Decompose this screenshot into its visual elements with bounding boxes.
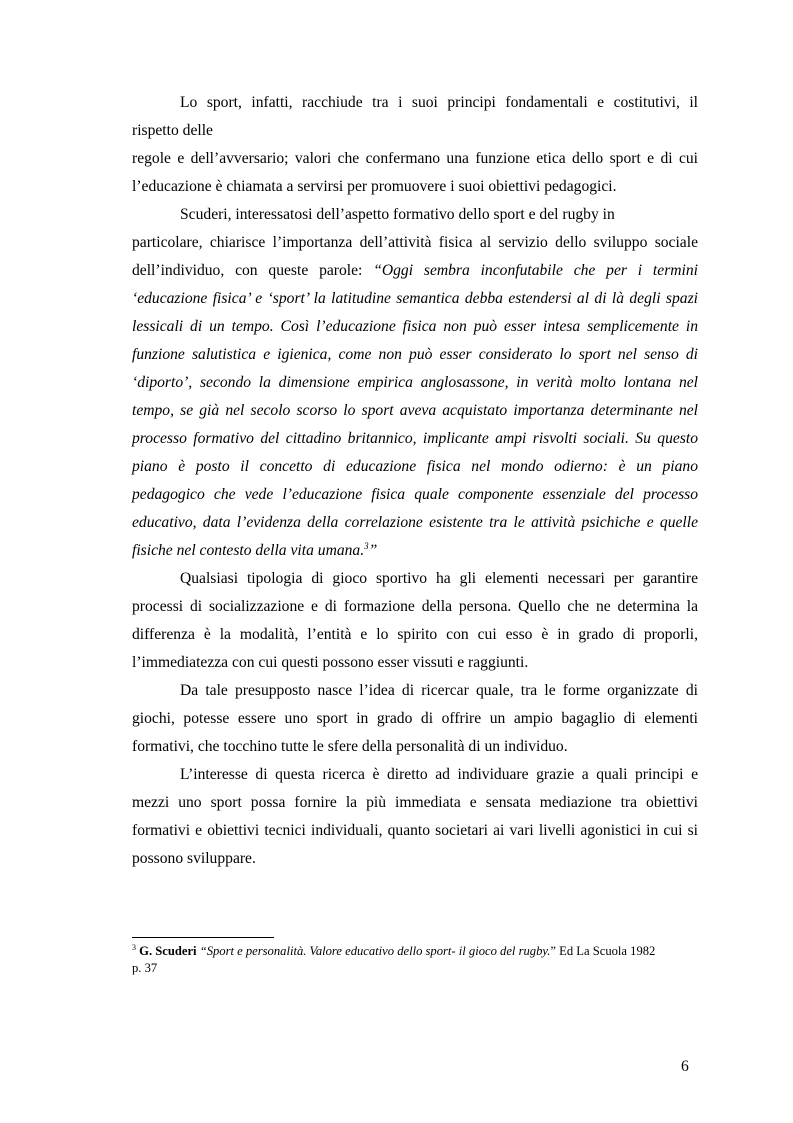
quote-line-7: piano è posto il concetto di educazione fisica nel mondo odierno: è un piano: [132, 458, 698, 475]
paragraph-2-lead-in: dell’individuo, con queste parole:: [132, 262, 374, 279]
paragraph-4-line-1: Da tale presupposto nasce l’idea di ricercar quale, tra le forme organizzate di: [180, 682, 698, 699]
footnote-author: G. Scuderi: [139, 944, 197, 958]
closing-quote: ”: [368, 542, 378, 559]
quote-line-9: educativo, data l’evidenza della correlazione esistente tra le attività psichiche e quelle: [132, 514, 698, 531]
quote-line-6: processo formativo del cittadino britannico, implicante ampi risvolti sociali. Su questo: [132, 430, 698, 447]
quote-line-10: [132, 540, 698, 568]
paragraph-3-line-4: l’immediatezza con cui questi possono esser vissuti e raggiunti.: [132, 654, 529, 671]
paragraph-1-line-4: l’educazione è chiamata a servirsi per promuovere i suoi obiettivi pedagogici.: [132, 178, 617, 195]
quote-line-5: tempo, se già nel secolo scorso lo sport aveva acquistato importanza determinante nel: [132, 402, 698, 419]
paragraph-1-line-3: regole e dell’avversario; valori che confermano una funzione etica dello sport e di cui: [132, 150, 698, 167]
paragraph-4-line-3: formativi, che tocchino tutte le sfere della personalità di un individuo.: [132, 738, 568, 755]
paragraph-5-line-1: L’interesse di questa ricerca è diretto ad individuare grazie a quali principi e: [180, 766, 698, 783]
quote-start: “Oggi sembra inconfutabile che per i termini: [373, 262, 698, 279]
paragraph-5-line-3: formativi e obiettivi tecnici individuali, quanto societari ai vari livelli agonistici in cui si: [132, 822, 698, 839]
paragraph-2-line-3: [132, 260, 698, 288]
quote-line-4: ‘diporto’, secondo la dimensione empirica anglosassone, in verità molto lontana nel: [132, 374, 698, 391]
paragraph-5-line-2: mezzi uno sport possa fornire la più immediata e sensata mediazione tra obiettivi: [132, 794, 698, 811]
paragraph-3-line-1: Qualsiasi tipologia di gioco sportivo ha gli elementi necessari per garantire: [180, 570, 698, 587]
paragraph-5-line-4: possono sviluppare.: [132, 850, 256, 867]
page-number: 6: [681, 1058, 689, 1075]
quote-line-1: ‘educazione fisica’ e ‘sport’ la latitudine semantica debba estendersi al di là degli spazi: [132, 290, 698, 307]
paragraph-1-line-2: rispetto delle: [132, 122, 213, 139]
quote-line-2: lessicali di un tempo. Così l’educazione fisica non può esser intesa semplicemente in: [132, 318, 698, 335]
footnote-publisher: ” Ed La Scuola 1982: [550, 944, 656, 958]
footnote-line-1: [132, 943, 698, 960]
footnote-number: 3: [132, 943, 136, 952]
footnote-line-2: p. 37: [132, 961, 158, 975]
quote-line-8: pedagogico che vede l’educazione fisica quale componente essenziale del processo: [132, 486, 698, 503]
quote-line-3: funzione salutistica e igienica, come non può esser considerato lo sport nel senso di: [132, 346, 698, 363]
footnote-separator: [132, 937, 274, 938]
quote-end: fisiche nel contesto della vita umana.: [132, 542, 365, 559]
paragraph-3-line-2: processi di socializzazione e di formazione della persona. Quello che ne determina la: [132, 598, 698, 615]
paragraph-1-line-1: Lo sport, infatti, racchiude tra i suoi principi fondamentali e costitutivi, il: [180, 94, 698, 111]
footnote: [132, 943, 698, 977]
footnote-title: “Sport e personalità. Valore educativo dello sport- il gioco del rugby.: [199, 944, 551, 958]
paragraph-4-line-2: giochi, potesse essere uno sport in grado di offrire un ampio bagaglio di elementi: [132, 710, 698, 727]
paragraph-2-line-1: Scuderi, interessatosi dell’aspetto formativo dello sport e del rugby in: [180, 206, 615, 223]
paragraph-2-line-2: particolare, chiarisce l’importanza dell’attività fisica al servizio dello sviluppo sociale: [132, 234, 698, 251]
footnote-reference: 3: [364, 541, 369, 551]
paragraph-3-line-3: differenza è la modalità, l’entità e lo spirito con cui esso è in grado di proporli,: [132, 626, 698, 643]
